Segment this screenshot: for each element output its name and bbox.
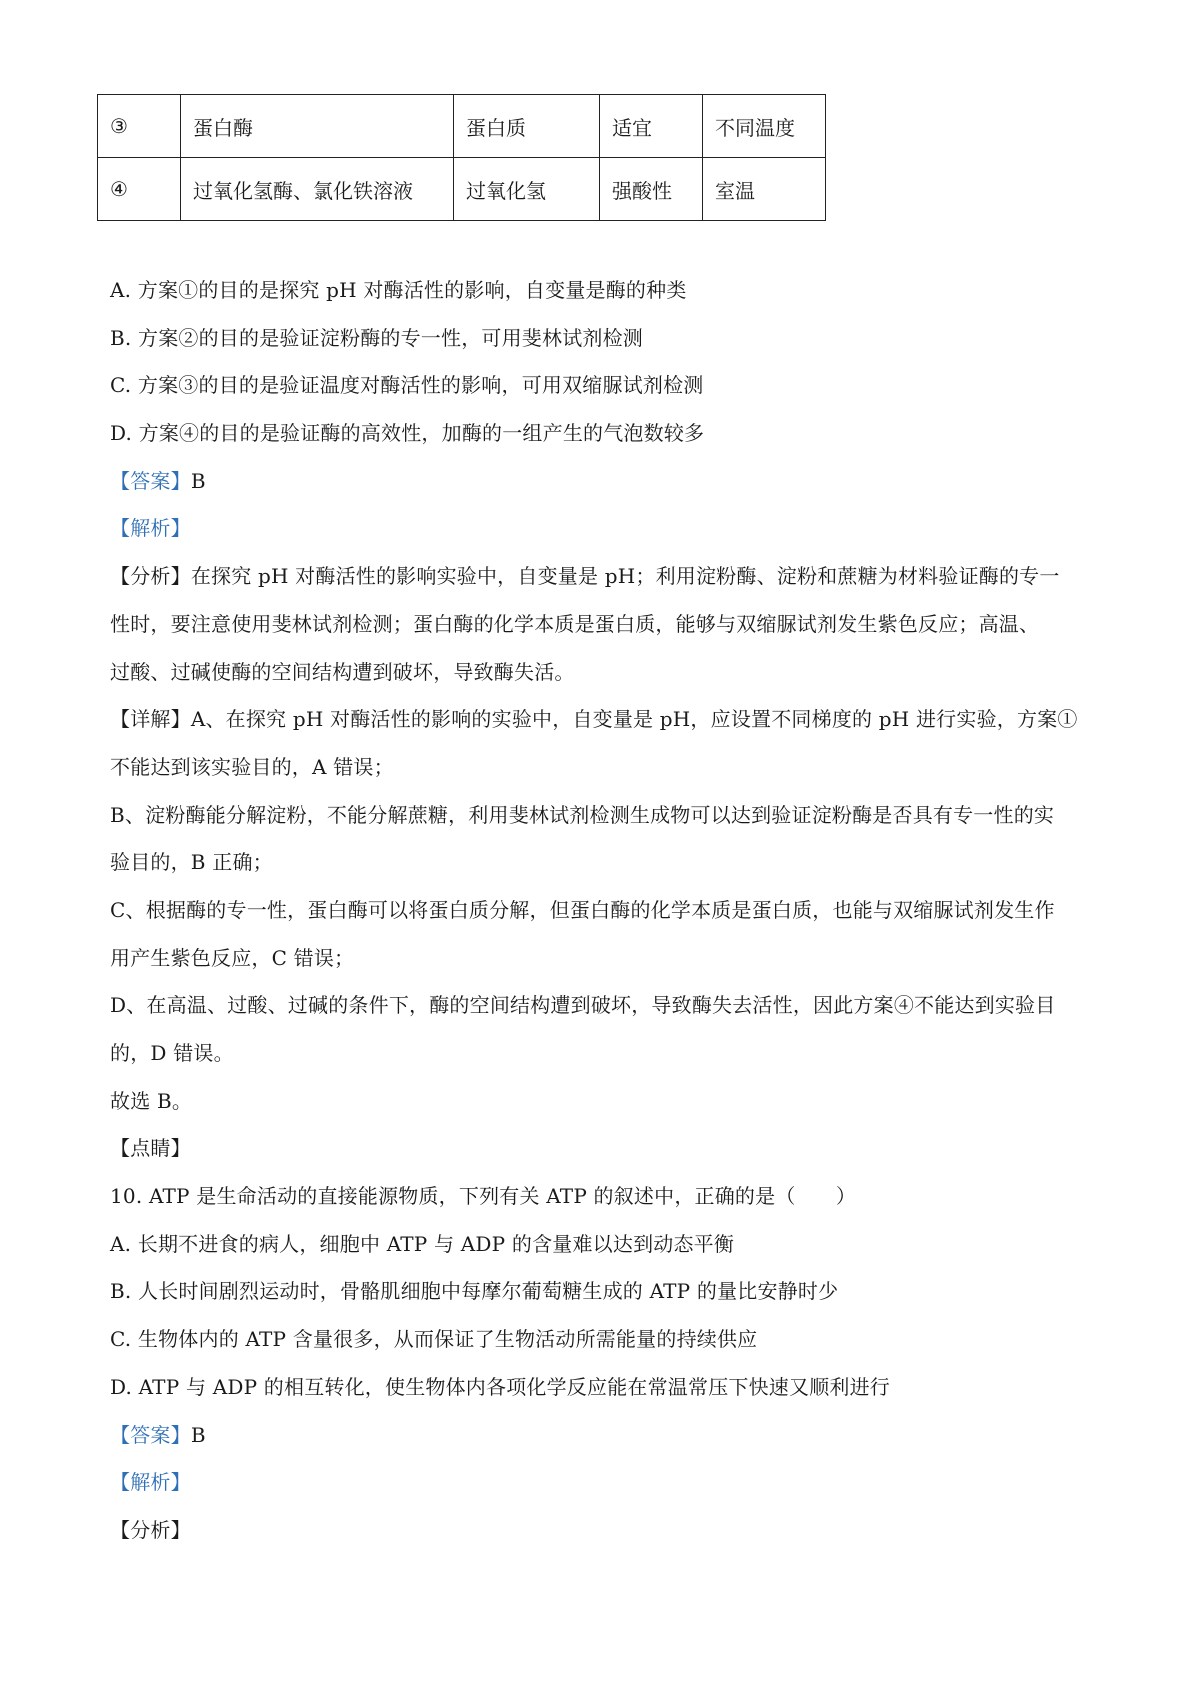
table-cell: 蛋白酶 xyxy=(181,95,454,158)
table-cell: ③ xyxy=(98,95,181,158)
q9-explain-d: 的，D 错误。 xyxy=(110,1041,234,1065)
table-row xyxy=(98,95,826,158)
answer-value: B xyxy=(190,1422,206,1447)
xiangjie-tag: 【详解】 xyxy=(110,707,191,732)
q10-option-b: B. 人长时间剧烈运动时，骨骼肌细胞中每摩尔葡萄糖生成的 ATP 的量比安静时少 xyxy=(110,1279,839,1304)
q9-fenxi-line: 过酸、过碱使酶的空间结构遭到破坏，导致酶失活。 xyxy=(110,659,575,684)
q9-explain-b: 验目的，B 正确； xyxy=(110,850,273,875)
table-cell: 过氧化氢 xyxy=(454,158,600,221)
table-cell: 强酸性 xyxy=(600,158,703,221)
q9-xiangjie-line xyxy=(110,700,1100,748)
q9-explain-d: D、在高温、过酸、过碱的条件下，酶的空间结构遭到破坏，导致酶失去活性，因此方案④不能达到实验目 xyxy=(110,993,1056,1018)
q9-explain-b: B、淀粉酶能分解淀粉，不能分解蔗糖，利用斐林试剂检测生成物可以达到验证淀粉酶是否具有专一性的实 xyxy=(110,802,1055,827)
answer-tag: 【答案】 xyxy=(110,1422,191,1447)
xiangjie-text: A、在探究 pH 对酶活性的影响的实验中，自变量是 pH，应设置不同梯度的 pH 进行实验，方案① xyxy=(190,707,1078,732)
table-cell: 蛋白质 xyxy=(454,95,600,158)
q10-option-d: D. ATP 与 ADP 的相互转化，使生物体内各项化学反应能在常温常压下快速又顺利进行 xyxy=(110,1374,890,1399)
q9-fenxi-line xyxy=(110,557,1100,605)
q9-answer xyxy=(110,462,1100,510)
q9-explain-c: C、根据酶的专一性，蛋白酶可以将蛋白质分解，但蛋白酶的化学本质是蛋白质，也能与双缩脲试剂发生作 xyxy=(110,897,1055,922)
answer-tag: 【答案】 xyxy=(110,468,191,493)
table-cell: 室温 xyxy=(703,158,826,221)
q10-option-c: C. 生物体内的 ATP 含量很多，从而保证了生物活动所需能量的持续供应 xyxy=(110,1327,758,1352)
q9-analysis-heading xyxy=(110,509,1100,557)
experiment-table xyxy=(97,94,826,221)
fenxi-text: 在探究 pH 对酶活性的影响实验中，自变量是 pH；利用淀粉酶、淀粉和蔗糖为材料验证酶的专一 xyxy=(190,564,1060,589)
q9-option-a: A. 方案①的目的是探究 pH 对酶活性的影响，自变量是酶的种类 xyxy=(110,278,687,302)
q9-option-b: B. 方案②的目的是验证淀粉酶的专一性，可用斐林试剂检测 xyxy=(110,325,644,350)
q9-dianjing: 【点睛】 xyxy=(110,1136,191,1161)
q10-answer xyxy=(110,1416,1100,1464)
analysis-tag: 【解析】 xyxy=(110,1470,191,1495)
q10-stem: 10. ATP 是生命活动的直接能源物质，下列有关 ATP 的叙述中，正确的是（ ） xyxy=(110,1184,857,1209)
analysis-tag: 【解析】 xyxy=(110,516,191,541)
q10-analysis-heading xyxy=(110,1463,1100,1511)
answer-value: B xyxy=(190,468,206,493)
table-cell: ④ xyxy=(98,158,181,221)
q9-explain-c: 用产生紫色反应，C 错误； xyxy=(110,945,355,970)
table-cell: 过氧化氢酶、氯化铁溶液 xyxy=(181,158,454,221)
q9-conclusion: 故选 B。 xyxy=(110,1088,193,1113)
table-row xyxy=(98,158,826,221)
table-cell: 适宜 xyxy=(600,95,703,158)
q9-option-c: C. 方案③的目的是验证温度对酶活性的影响，可用双缩脲试剂检测 xyxy=(110,373,704,398)
fenxi-tag: 【分析】 xyxy=(110,564,191,589)
q9-xiangjie-line: 不能达到该实验目的，A 错误； xyxy=(110,754,394,779)
q10-fenxi-heading: 【分析】 xyxy=(110,1517,191,1542)
q10-option-a: A. 长期不进食的病人，细胞中 ATP 与 ADP 的含量难以达到动态平衡 xyxy=(110,1231,735,1256)
document-body xyxy=(110,271,1100,1559)
q9-option-d: D. 方案④的目的是验证酶的高效性，加酶的一组产生的气泡数较多 xyxy=(110,421,705,446)
table-cell: 不同温度 xyxy=(703,95,826,158)
q9-fenxi-line: 性时，要注意使用斐林试剂检测；蛋白酶的化学本质是蛋白质，能够与双缩脲试剂发生紫色反应；高温、 xyxy=(110,611,1040,636)
